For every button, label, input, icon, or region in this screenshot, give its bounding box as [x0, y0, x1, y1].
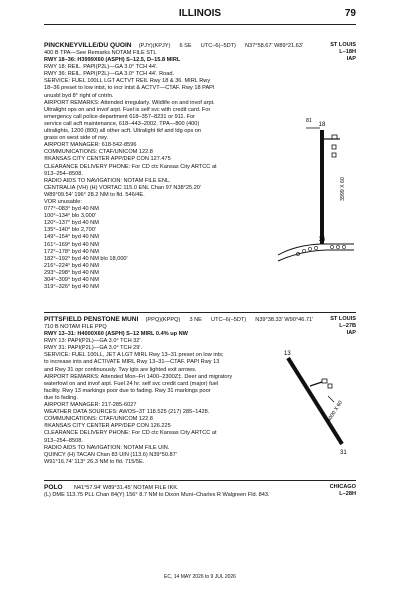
detail-line: and Rwy 31 opr continuously. Twy lgts are lighted exit arrows.: [44, 366, 197, 373]
airport-navaid-line: (L) DME 113.75 PLL Chan 84(Y) 156° 8.7 NM to Dixon Muni–Charles R Walgreen Fld. 843.: [44, 492, 270, 498]
runway-end-label: 31: [340, 450, 347, 456]
airport-distance: 3 NE: [189, 317, 202, 323]
runway-end-label: 13: [284, 351, 291, 357]
detail-line: 913–254–8508.: [44, 170, 83, 177]
airport-distance: 6 SE: [179, 43, 192, 49]
detail-line: AIRPORT MANAGER: 217-285-6027: [44, 402, 137, 409]
taxiway: [328, 396, 334, 402]
elevation-label: 81: [306, 118, 312, 124]
detail-line: RWY 18–36: H3999X60 (ASPH) S–12.5, D–15.8 MIRL: [44, 57, 181, 64]
detail-line: RWY 13: PAPI(P2L)—GA 3.0° TCH 32′.: [44, 338, 143, 345]
detail-line: 161°–169° byd 40 NM: [44, 241, 99, 248]
detail-line: 149°–154° byd 40 NM: [44, 234, 99, 241]
airport-name: PITTSFIELD PENSTONE MUNI: [44, 316, 139, 323]
building: [322, 379, 327, 383]
runway-end-label: 18: [318, 122, 326, 128]
airport-title-line: [44, 316, 356, 324]
detail-line: RWY 36: REIL. PAPI(P2L)—GA 3.0° TCH 44′. Road.: [44, 71, 175, 78]
detail-line: due to fading.: [44, 394, 78, 401]
taxiway: [310, 382, 322, 386]
detail-line: W89°09.54′ 196° 28.2 NM to fld. 546/4E.: [44, 191, 145, 198]
detail-line: 100°–134° blo 3,000′: [44, 213, 96, 220]
detail-line: grass on west side of rwy.: [44, 135, 108, 142]
airport-utc: UTC–6(–5DT): [211, 317, 247, 323]
detail-line: WEATHER DATA SOURCES: AWOS–3T 118.525 (217) 285–1428.: [44, 409, 210, 416]
detail-line: COMMUNICATIONS: CTAF/UNICOM 122.8: [44, 416, 153, 423]
detail-line: COMMUNICATIONS: CTAF/UNICOM 122.8: [44, 149, 153, 156]
detail-line: CENTRALIA (VH) (H) VORTAC 115.0 ENL Chan 97 N38°25.20′: [44, 184, 201, 191]
detail-line: SERVICE: FUEL 100LL, JET A LGT MIRL Rwy 13–31 preset on low ints;: [44, 352, 224, 359]
airport-ident: (PJY)(KPJY): [138, 43, 171, 49]
airport-chart-ref: L–18H: [339, 49, 356, 55]
airport-chart-ref: L–28H: [339, 491, 356, 497]
airport-coords: N41°57.94′ W89°31.45′ NOTAM FILE IKK.: [73, 485, 179, 491]
detail-line: ®KANSAS CITY CENTER APP/DEP CON 127.475: [44, 156, 171, 163]
detail-line: 18–36 preset to low intst, to incr intst & ACTVT—CTAF. Rwy 18 PAPI: [44, 85, 215, 92]
detail-line: 120°–137° byd 40 NM: [44, 220, 99, 227]
detail-line: AIRPORT MANAGER: 618-542-8596: [44, 142, 137, 149]
runway-length-label: 4000 X 60: [326, 399, 344, 424]
detail-line: QUINCY (H) TACAN Chan 83 UIN (113.6) N39°50.87′: [44, 451, 177, 458]
detail-line: service call acft maintenance, 618–443–2002. TPA—800 (400): [44, 120, 200, 127]
detail-line: VOR unusable:: [44, 198, 82, 205]
airport-coords: N39°38.33′ W90°46.71′: [255, 317, 314, 323]
detail-line: waterfowl on and invof arpt. Fuel 24 hr. self svc credit card (major) fuel: [44, 380, 219, 387]
detail-line: RWY 18: REIL. PAPI(P2L)—GA 3.0° TCH 44′.: [44, 64, 158, 71]
detail-line: ®KANSAS CITY CENTER APP/DEP CON 126.225: [44, 423, 171, 430]
detail-line: AIRPORT REMARKS: Attended Mon–Fri 1400–2300Z‡. Deer and migratory: [44, 373, 233, 380]
detail-line: 913–254–8508.: [44, 437, 83, 444]
detail-line: emergency call police department 618–357–8231 or 911. For: [44, 113, 196, 120]
airport-region: ST LOUIS: [330, 316, 356, 322]
detail-line: 182°–192° byd 40 NM blo 18,000′: [44, 255, 128, 262]
airport-iap: IAP: [346, 56, 356, 62]
airport-entry-polo: [44, 484, 356, 504]
detail-line: 172°–178° byd 40 NM: [44, 248, 99, 255]
detail-line: W91°16.74′ 113° 26.3 NM to fld. 715/5E.: [44, 458, 145, 465]
detail-line: CLEARANCE DELIVERY PHONE: For CD ctc Kansas City ARTCC at: [44, 430, 217, 437]
detail-line: 710 B NOTAM FILE PPQ: [44, 324, 107, 330]
airport-region: CHICAGO: [329, 484, 356, 490]
airport-region: ST LOUIS: [330, 42, 356, 48]
page-number: 79: [344, 8, 356, 19]
detail-line: 319°–326° byd 40 NM: [44, 284, 99, 291]
detail-line: SERVICE: FUEL 100LL LGT ACTVT REIL Rwy 18 & 36. MIRL Rwy: [44, 78, 211, 85]
page-header: [44, 10, 356, 25]
entry-separator: [44, 480, 356, 481]
airport-diagram: [276, 346, 356, 458]
detail-line: RWY 13–31: H4000X60 (ASPH) S–12 MIRL 0.4% up NW: [44, 331, 188, 338]
detail-line: Ultralight ops on and invof arpt. Fuel is self svc with credit card. For: [44, 106, 211, 113]
detail-line: RADIO AIDS TO NAVIGATION: NOTAM FILE UIN.: [44, 444, 170, 451]
airport-entry-pittsfield: [44, 316, 356, 476]
airport-title-line: [44, 484, 314, 492]
detail-line: 216°–224° byd 40 NM: [44, 262, 99, 269]
detail-line: 400 B TPA—See Remarks NOTAM FILE STL: [44, 50, 157, 56]
airport-details: [44, 324, 264, 466]
state-title: ILLINOIS: [178, 8, 222, 19]
detail-line: CLEARANCE DELIVERY PHONE: For CD ctc Kansas City ARTCC at: [44, 163, 217, 170]
detail-line: RWY 31: PAPI(P2L)—GA 3.0° TCH 29′.: [44, 345, 143, 352]
airport-ident: (PPQ)(KPPQ): [145, 317, 181, 323]
runway-length-label: 3999 X 60: [340, 177, 346, 201]
page-footer: EC, 14 MAY 2026 to 9 JUL 2026: [164, 574, 236, 580]
airport-title-line: [44, 42, 356, 50]
airport-details: [44, 50, 264, 291]
building: [328, 384, 332, 388]
airport-diagram: [276, 117, 356, 267]
runway-18-36: [320, 130, 324, 244]
detail-line: RADIO AIDS TO NAVIGATION: NOTAM FILE ENL.: [44, 177, 171, 184]
airport-iap: IAP: [346, 330, 356, 336]
airport-utc: UTC–6(–5DT): [200, 43, 236, 49]
entry-separator: [44, 312, 356, 313]
airport-chart-ref: L–27B: [339, 323, 356, 329]
detail-line: unusbl byd 8° right of cntrln.: [44, 92, 114, 99]
detail-line: 077°–083° byd 40 NM: [44, 206, 99, 213]
detail-line: ultralights, 1200 (800) all other acft. Ultralight tkf and ldg ops on: [44, 128, 202, 135]
detail-line: to increase ints and ACTIVATE MIRL Rwy 13–31—CTAF. PAPI Rwy 13: [44, 359, 220, 366]
detail-line: 135°–140° blo 2,700′: [44, 227, 96, 234]
detail-line: 293°–298° byd 40 NM: [44, 269, 99, 276]
runway-13-31: [288, 358, 342, 444]
airport-name: POLO: [44, 484, 63, 491]
airport-coords: N37°58.67′ W89°21.63′: [245, 43, 303, 49]
runway-end-label: 36: [318, 237, 326, 243]
detail-line: AIRPORT REMARKS: Attended irregularly. Wildlife on and invof arpt.: [44, 99, 215, 106]
airport-name: PINCKNEYVILLE/DU QUOIN: [44, 42, 132, 49]
detail-line: facility. Rwy 13 markings poor due to fading. Rwy 31 markings poor: [44, 387, 211, 394]
detail-line: 304°–309° byd 40 NM: [44, 277, 99, 283]
